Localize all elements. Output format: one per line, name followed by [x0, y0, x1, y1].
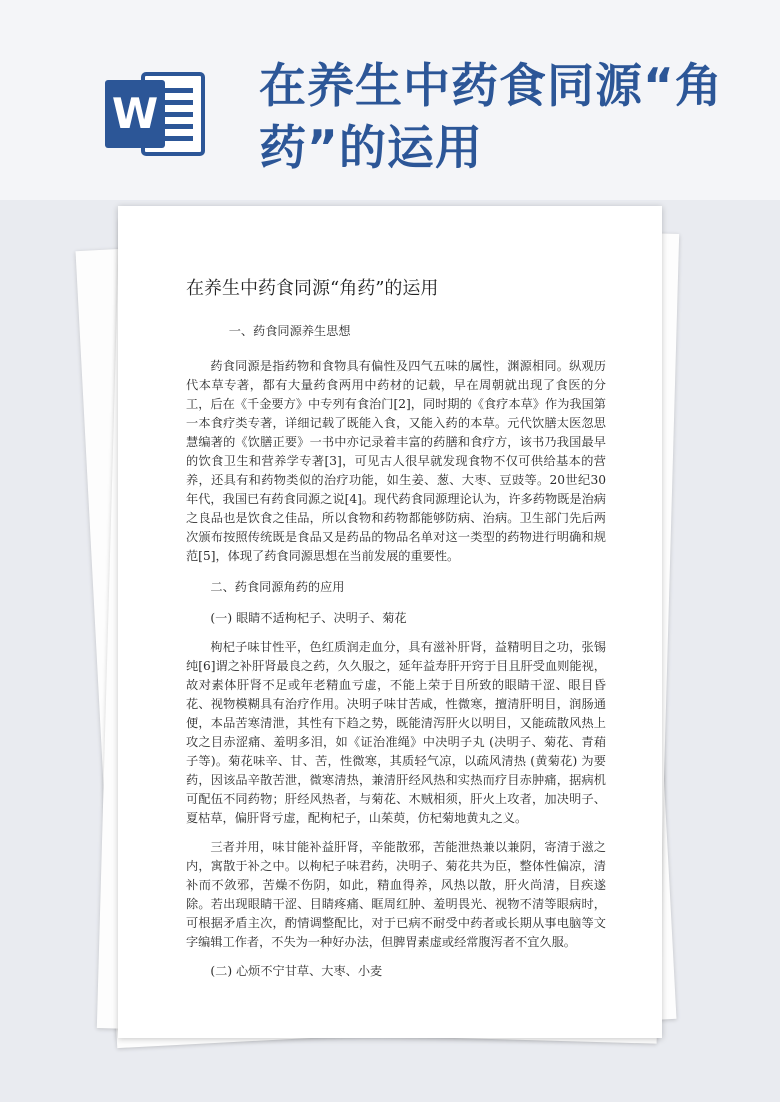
word-doc-icon	[103, 66, 209, 162]
document-body	[186, 322, 606, 991]
paragraph: 药食同源是指药物和食物具有偏性及四气五味的属性，渊源相同。纵观历代本草专著，都有大量药食两用中药材的记载，早在周朝就出现了食医的分工，后在《千金要方》中专列有食治门[2]，同时期的《食疗本草》作为我国第一本食疗类专著，详细记载了既能入食，又能入药的本草。元代饮膳太医忽思慧编著的《饮膳正要》一书中亦记录着丰富的药膳和食疗方，该书乃我国最早的饮食卫生和营养学专著[3]，可见古人很早就发现食物不仅可供给基本的营养，还具有和药物类似的治疗功能，如生姜、葱、大枣、豆豉等。20世纪30年代，我国已有药食同源之说[4]。现代药食同源理论认为，许多药物既是治病之良品也是饮食之佳品，所以食物和药物都能够防病、治病。卫生部门先后两次颁布按照传统既是食品又是药品的物品名单对这一类型的药物进行明确和规范[5]，体现了药食同源思想在当前发展的重要性。	[186, 359, 606, 563]
paragraph: 三者并用，味甘能补益肝肾，辛能散邪，苦能泄热兼以兼阴，寄清于滋之内，寓散于补之中。以枸杞子味君药，决明子、菊花共为臣，整体性偏凉，清补而不敛邪，苦燥不伤阴，如此，精血得养，风热以散，肝火尚清，目疾遂除。若出现眼睛干涩、目睛疼痛、眶周红肿、羞明畏光、视物不清等眼病时，可根据矛盾主次，酌情调整配比，对于已病不耐受中药者或长期从事电脑等文字编辑工作者，不失为一种好办法，但脾胃素虚或经常腹泻者不宜久服。	[186, 840, 606, 949]
page-title: 在养生中药食同源“角药”的运用	[259, 59, 723, 176]
subsection-heading: (一) 眼睛不适枸杞子、决明子、菊花	[210, 611, 407, 625]
section-heading: 二、药食同源角药的应用	[210, 580, 345, 594]
paragraph: 枸杞子味甘性平，色红质润走血分，具有滋补肝肾，益精明目之功，张锡纯[6]谓之补肝肾最良之药，久久服之，延年益寿肝开窍于目且肝受血则能视，故对素体肝肾不足或年老精血亏虚，不能上荣于目所致的眼睛干涩、眼目昏花、视物模糊具有治疗作用。决明子味甘苦咸，性微寒，擅清肝明目，润肠通便，本品苦寒清泄，其性有下趋之势，既能清泻肝火以明目，又能疏散风热上攻之目赤涩痛、羞明多泪，如《证治准绳》中决明子丸 (决明子、菊花、青葙子等)。菊花味辛、甘、苦，性微寒，其质轻气凉，以疏风清热 (黄菊花) 为要药，因该品辛散苦泄，微寒清热，兼清肝经风热和实热而疗目赤肿痛，据病机可配伍不同药物；肝经风热者，与菊花、木贼相须，肝火上攻者，加决明子、夏枯草，偏肝肾亏虚，配枸杞子，山茱萸，仿杞菊地黄丸之义。	[186, 640, 606, 825]
document-page	[118, 206, 662, 1038]
section-heading: 一、药食同源养生思想	[228, 324, 351, 338]
subsection-heading: (二) 心烦不宁甘草、大枣、小麦	[210, 964, 383, 978]
word-icon-letter: W	[111, 89, 159, 138]
document-title: 在养生中药食同源“角药”的运用	[186, 278, 439, 299]
